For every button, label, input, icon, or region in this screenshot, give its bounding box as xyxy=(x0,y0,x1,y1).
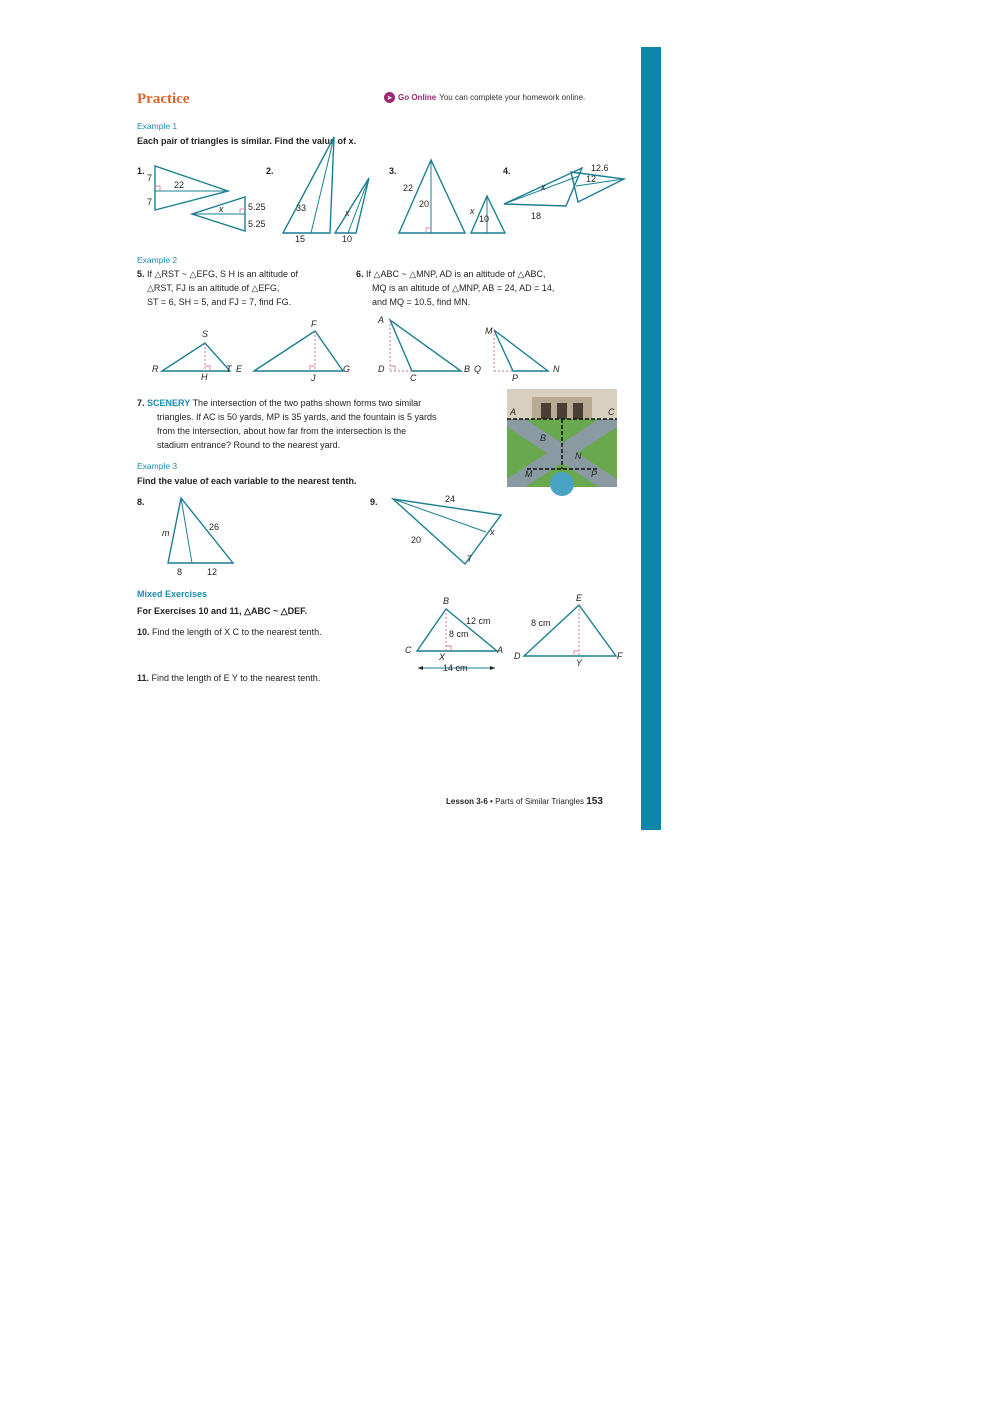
figure-label: 12.6 xyxy=(591,163,609,173)
figure-label: M xyxy=(485,326,493,336)
figure-label: 12 xyxy=(586,174,597,184)
page-title: Practice xyxy=(137,91,190,107)
problem-2-number: 2. xyxy=(266,166,274,176)
figure-label: Y xyxy=(576,658,583,668)
figure-label: G xyxy=(343,364,351,374)
figure-label: 8 xyxy=(177,567,183,577)
page-number: 153 xyxy=(586,796,603,807)
figure-label: 20 xyxy=(411,535,422,545)
figure-label: 5.25 xyxy=(248,202,266,212)
example-3-instruction: Find the value of each variable to the nearest tenth. xyxy=(137,476,357,486)
figure-label: x xyxy=(541,182,546,192)
figure-label: x xyxy=(219,204,224,214)
figure-label: 10 xyxy=(342,234,353,244)
figure-label: 15 xyxy=(295,234,306,244)
problem-5-line1: If △RST ~ △EFG, S H is an altitude of xyxy=(147,269,299,279)
example-3-label: Example 3 xyxy=(137,461,178,471)
figure-label: 14 cm xyxy=(443,663,468,673)
problem-5-line2: △RST, FJ is an altitude of △EFG, xyxy=(147,283,280,293)
problem-6-line3: and MQ = 10.5, find MN. xyxy=(372,297,471,307)
problem-11-text: Find the length of E Y to the nearest tenth. xyxy=(151,673,321,683)
figure-label: H xyxy=(201,372,208,382)
mixed-instruction: For Exercises 10 and 11, △ABC ~ △DEF. xyxy=(137,606,308,616)
figure-label: T xyxy=(226,364,232,374)
figure-label: 20 xyxy=(419,199,430,209)
figure-label: 8 cm xyxy=(449,629,469,639)
triangle-def xyxy=(514,593,623,668)
figure-label: 8 cm xyxy=(531,618,551,628)
figure-label: C xyxy=(608,407,615,417)
figure-label: 12 cm xyxy=(466,616,491,626)
problem-8-number: 8. xyxy=(137,497,145,507)
figure-label: N xyxy=(553,364,560,374)
problem-6-line1: If △ABC ~ △MNP, AD is an altitude of △ABC, xyxy=(366,269,546,279)
figure-label: 10 xyxy=(479,214,490,224)
figure-label: 26 xyxy=(209,522,220,532)
problem-10-text: Find the length of X C to the nearest tenth. xyxy=(152,627,322,637)
triangle-abc xyxy=(405,596,503,673)
figure-label: D xyxy=(378,364,385,374)
figure-label: B xyxy=(540,433,547,443)
footer-title: Parts of Similar Triangles xyxy=(495,797,584,806)
problem-7-line1: The intersection of the two paths shown forms two similar xyxy=(192,398,422,408)
problem-1-number: 1. xyxy=(137,166,145,176)
figure-label: F xyxy=(617,651,623,661)
figure-label: P xyxy=(512,373,519,383)
problem-3-number: 3. xyxy=(389,166,397,176)
figure-label: 7 xyxy=(147,197,153,207)
problem-6-line2: MQ is an altitude of △MNP, AB = 24, AD = 14, xyxy=(372,283,555,293)
cursor-icon: ➤ xyxy=(384,92,395,103)
figure-label: 24 xyxy=(445,494,456,504)
figure-label: 18 xyxy=(531,211,542,221)
problem-4-number: 4. xyxy=(503,166,511,176)
figure-label: B xyxy=(443,596,450,606)
problem-5-number: 5. xyxy=(137,269,145,279)
figure-label: 7 xyxy=(467,554,473,564)
figure-label: R xyxy=(152,364,159,374)
figure-label: S xyxy=(202,329,209,339)
figure-label: x xyxy=(345,208,350,218)
problem-7-number: 7. xyxy=(137,398,145,408)
figure-label: 22 xyxy=(174,180,185,190)
figure-label: C xyxy=(405,645,412,655)
page-footer xyxy=(446,796,603,807)
problem-6-number: 6. xyxy=(356,269,364,279)
figure-label: C xyxy=(410,373,417,383)
problem-7-line2: triangles. If AC is 50 yards, MP is 35 yards, and the fountain is 5 yards xyxy=(157,412,437,422)
figure-label: x xyxy=(470,206,475,216)
figure-label: X xyxy=(439,652,446,662)
figure-label: E xyxy=(576,593,583,603)
mixed-exercises-label: Mixed Exercises xyxy=(137,589,208,599)
figure-label: A xyxy=(378,315,385,325)
problem-9-number: 9. xyxy=(370,497,378,507)
figure-label: A xyxy=(497,645,504,655)
problem-5-line3: ST = 6, SH = 5, and FJ = 7, find FG. xyxy=(147,297,292,307)
problem-11-number: 11. xyxy=(137,673,150,683)
figure-label: 33 xyxy=(296,203,307,213)
figure-label: N xyxy=(575,451,582,461)
problem-7-tag: SCENERY xyxy=(147,398,191,408)
figure-label: m xyxy=(162,528,170,538)
figure-label: 7 xyxy=(147,173,153,183)
mixed-figures xyxy=(0,0,992,690)
figure-label: 22 xyxy=(403,183,414,193)
figure-label: D xyxy=(514,651,521,661)
figure-label: x xyxy=(490,527,495,537)
problem-7-line3: from the intersection, about how far from the intersection is the xyxy=(157,426,407,436)
figure-label: E xyxy=(236,364,243,374)
go-online-label[interactable]: Go Online xyxy=(398,93,437,102)
example-1-instruction: Each pair of triangles is similar. Find the value of x. xyxy=(137,136,357,146)
example-1-label: Example 1 xyxy=(137,121,178,131)
footer-lesson: Lesson 3-6 • xyxy=(446,797,493,806)
problem-7-line4: stadium entrance? Round to the nearest yard. xyxy=(157,440,341,450)
figure-label: 12 xyxy=(207,567,218,577)
figure-label: Q xyxy=(474,364,482,374)
go-online-text: You can complete your homework online. xyxy=(439,93,586,102)
figure-label: A xyxy=(510,407,517,417)
figure-label: P xyxy=(591,469,598,479)
example-2-label: Example 2 xyxy=(137,255,178,265)
figure-label: 5.25 xyxy=(248,219,266,229)
figure-label: B xyxy=(464,364,471,374)
figure-label: F xyxy=(311,319,317,329)
figure-label: M xyxy=(525,469,533,479)
problem-10-number: 10. xyxy=(137,627,150,637)
figure-label: J xyxy=(311,373,316,383)
